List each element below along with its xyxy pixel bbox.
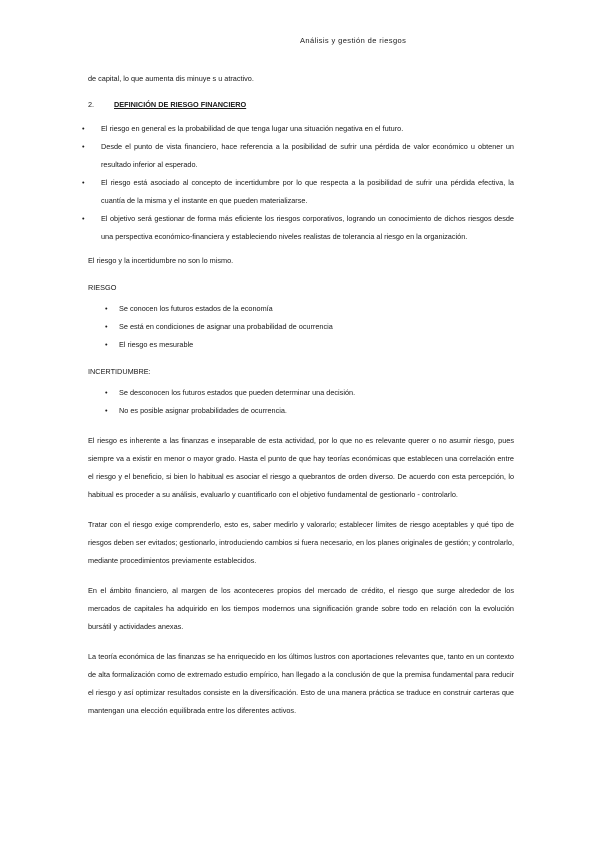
list-item: [82, 120, 514, 138]
section-title: DEFINICIÓN DE RIESGO FINANCIERO: [114, 100, 247, 109]
list-item: [88, 318, 514, 336]
list-item-text: El riesgo en general es la probabilidad de que tenga lugar una situación negativa en el futuro.: [101, 124, 404, 133]
list-item-text: No es posible asignar probabilidades de ocurrencia.: [119, 406, 287, 415]
list-item-text: El riesgo está asociado al concepto de incertidumbre por lo que respecta a la posibilidad de sufrir una pérdida efectiva, la cuantía de la misma y el instante en que pueden materializarse.: [101, 178, 514, 205]
incertidumbre-list: [88, 384, 514, 420]
riesgo-list: [88, 300, 514, 354]
list-item: [88, 402, 514, 420]
list-item: [88, 384, 514, 402]
bullet-icon: •: [105, 388, 108, 397]
body-paragraph: Tratar con el riesgo exige comprenderlo, esto es, saber medirlo y valorarlo; establecer límites de riesgo aceptables y qué tipo de riesgos deben ser evitados; gestionarlo, introduciendo cambios si fuera necesario, en los planes originales de gestión; y controlarlo, mediante procedimientos previamente establecidos.: [88, 520, 514, 565]
list-item-text: El riesgo es mesurable: [119, 340, 194, 349]
list-item: [82, 210, 514, 246]
list-item: [88, 336, 514, 354]
not-same-statement: El riesgo y la incertidumbre no son lo mismo.: [88, 256, 234, 265]
section-heading: [88, 96, 514, 114]
body-paragraph: El riesgo es inherente a las finanzas e inseparable de esta actividad, por lo que no es relevante querer o no asumir riesgo, pues siempre va a existir en menor o mayor grado. Hasta el punto de que hay teorías económicas que establecen una correlación entre el riesgo y el beneficio, si bien lo habitual es asociar el riesgo a quebrantos de orden diverso. De acuerdo con esta percepción, lo habitual es proceder a su análisis, evaluarlo y cuantificarlo con el objetivo fundamental de gestionarlo - controlarlo.: [88, 436, 514, 499]
body-paragraph: La teoría económica de las finanzas se ha enriquecido en los últimos lustros con aportaciones relevantes que, tanto en un contexto de alta formalización como de extremado estudio empírico, han llegado a la conclusión de que la premisa fundamental para reducir el riesgo y así optimizar resultados consiste en la diversificación. Esto de una manera práctica se traduce en construir carteras que mantengan una elección equilibrada entre los diferentes activos.: [88, 652, 514, 715]
bullet-icon: •: [82, 124, 85, 133]
bullet-icon: •: [82, 178, 85, 187]
page-content: [82, 70, 514, 720]
riesgo-label: RIESGO: [88, 283, 117, 292]
bullet-icon: •: [105, 406, 108, 415]
list-item-text: Desde el punto de vista financiero, hace referencia a la posibilidad de sufrir una pérdida de valor económico u obtener un resultado inferior al esperado.: [101, 142, 514, 169]
incertidumbre-label: INCERTIDUMBRE:: [88, 367, 151, 376]
list-item-text: Se desconocen los futuros estados que pueden determinar una decisión.: [119, 388, 356, 397]
body-paragraph: En el ámbito financiero, al margen de los aconteceres propios del mercado de crédito, el riesgo que surge alrededor de los mercados de capitales ha adquirido en los tiempos modernos una significación grande sobre todo en relación con la evolución bursátil y actividades anexas.: [88, 586, 514, 631]
definition-list: [82, 120, 514, 246]
section-number: 2.: [88, 100, 95, 109]
intro-line: de capital, lo que aumenta dis minuye s u atractivo.: [88, 74, 254, 83]
bullet-icon: •: [105, 322, 108, 331]
list-item: [88, 300, 514, 318]
bullet-icon: •: [82, 142, 85, 151]
list-item-text: El objetivo será gestionar de forma más eficiente los riesgos corporativos, logrando un conocimiento de dichos riesgos desde una perspectiva económico-financiera y estableciendo niveles realistas de tolerancia al riesgo en la organización.: [101, 214, 514, 241]
list-item-text: Se conocen los futuros estados de la economía: [119, 304, 273, 313]
bullet-icon: •: [105, 340, 108, 349]
list-item-text: Se está en condiciones de asignar una probabilidad de ocurrencia: [119, 322, 333, 331]
bullet-icon: •: [105, 304, 108, 313]
list-item: [82, 138, 514, 174]
header-title: Análisis y gestión de riesgos: [300, 36, 407, 45]
bullet-icon: •: [82, 214, 85, 223]
list-item: [82, 174, 514, 210]
